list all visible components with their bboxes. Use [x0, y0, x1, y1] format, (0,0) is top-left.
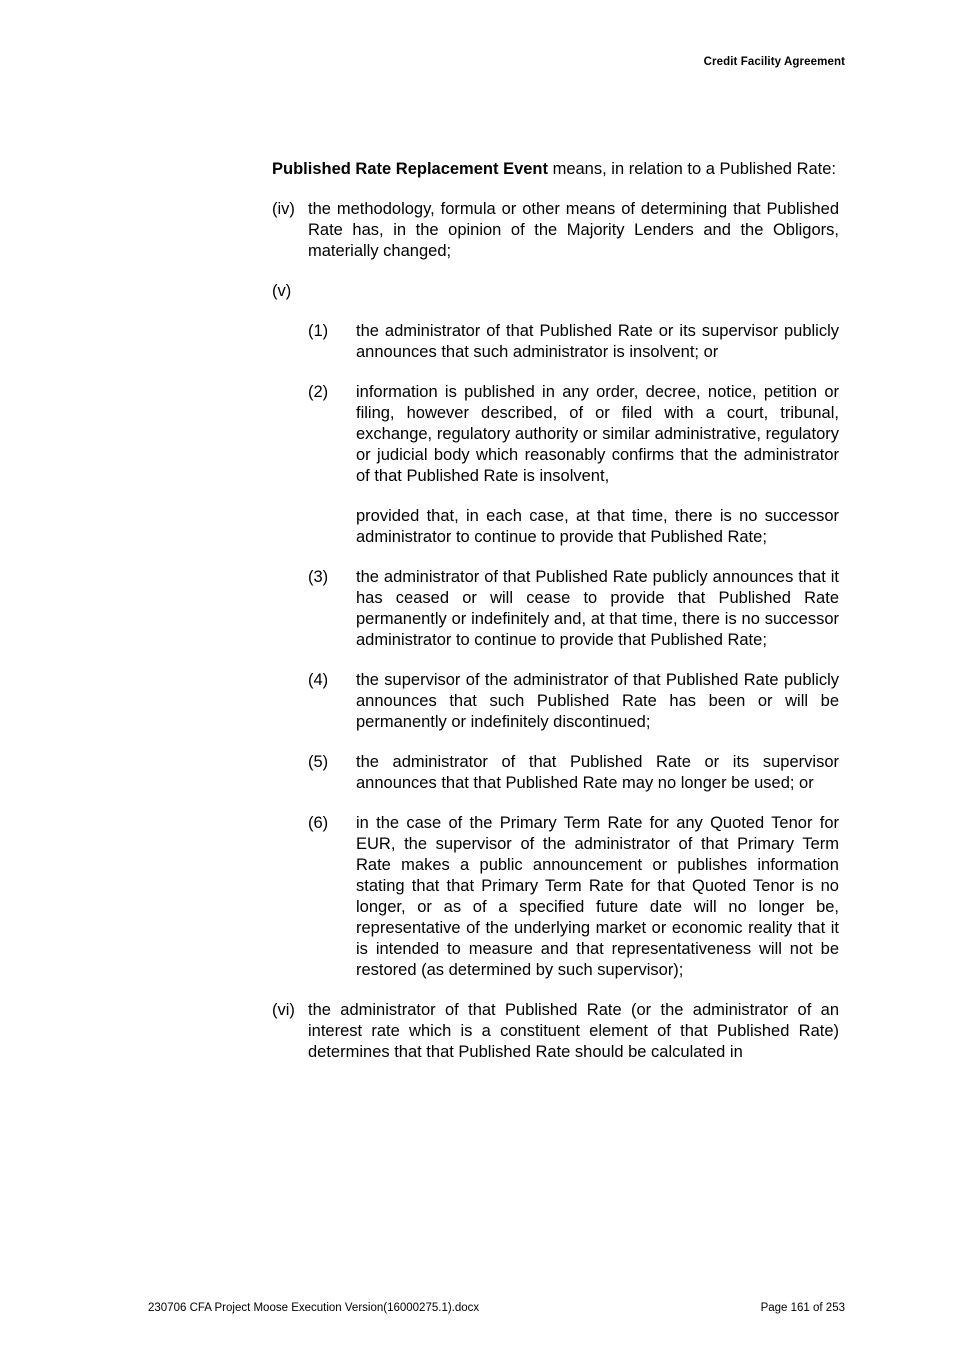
subclause-number: (1): [308, 322, 329, 340]
subclause-text: information is published in any order, decree, notice, petition or filing, however described, of or filed with a court, tribunal, exchange, regulatory authority or similar administrative, regulatory or judicial body which reasonably confirms that the administrator of that Published Rate is insolvent,: [356, 383, 839, 485]
subclause-5: [272, 752, 839, 794]
subclause-text: in the case of the Primary Term Rate for any Quoted Tenor for EUR, the supervisor of the administrator of that Primary Term Rate makes a public announcement or publishes information stating that that Primary Term Rate for that Quoted Tenor is no longer, or as of a specified future date will no longer be, representative of the underlying market or economic reality that it is intended to measure and that representativeness will not be restored (as determined by such supervisor);: [356, 814, 839, 979]
subclause-number: (5): [308, 753, 329, 771]
footer-filename: 230706 CFA Project Moose Execution Version(16000275.1).docx: [148, 1302, 480, 1314]
subclause-number: (6): [308, 814, 329, 832]
subclause-text: the administrator of that Published Rate or its supervisor announces that that Published Rate may no longer be used; or: [356, 753, 839, 792]
clause-text: the methodology, formula or other means of determining that Published Rate has, in the opinion of the Majority Lenders and the Obligors, materially changed;: [308, 200, 839, 260]
subclause-number: (2): [308, 383, 329, 401]
subclause-6: [272, 813, 839, 981]
defined-term: Published Rate Replacement Event: [272, 160, 548, 178]
subclause-text: the administrator of that Published Rate publicly announces that it has ceased or will cease to provide that Published Rate permanently or indefinitely and, at that time, there is no successor administrator to continue to provide that Published Rate;: [356, 568, 839, 649]
subclause-text: the administrator of that Published Rate or its supervisor publicly announces that such administrator is insolvent; or: [356, 322, 839, 361]
clause-iv: [272, 199, 839, 262]
subclause-4: [272, 670, 839, 733]
subclause-number: (3): [308, 568, 329, 586]
subclause-number: (4): [308, 671, 329, 689]
footer-page-number: Page 161 of 253: [760, 1302, 845, 1314]
subclause-1: [272, 321, 839, 363]
clause-text: the administrator of that Published Rate (or the administrator of an interest rate which is a constituent element of that Published Rate) determines that that Published Rate should be calculated in: [308, 1001, 839, 1061]
clause-number: (vi): [272, 1001, 295, 1019]
clause-vi: [272, 1000, 839, 1063]
document-body: [272, 159, 839, 1082]
proviso-paragraph: provided that, in each case, at that time, there is no successor administrator to continue to provide that Published Rate;: [356, 507, 839, 546]
clause-number: (v): [272, 282, 292, 300]
clause-v: [272, 281, 839, 302]
subclause-2: [272, 382, 839, 487]
clause-number: (iv): [272, 200, 295, 218]
subclause-3: [272, 567, 839, 651]
running-header-title: Credit Facility Agreement: [703, 56, 845, 68]
definition-paragraph: [272, 159, 839, 180]
definition-text: means, in relation to a Published Rate:: [548, 160, 837, 178]
subclause-text: the supervisor of the administrator of that Published Rate publicly announces that such Published Rate has been or will be permanently or indefinitely discontinued;: [356, 671, 839, 731]
